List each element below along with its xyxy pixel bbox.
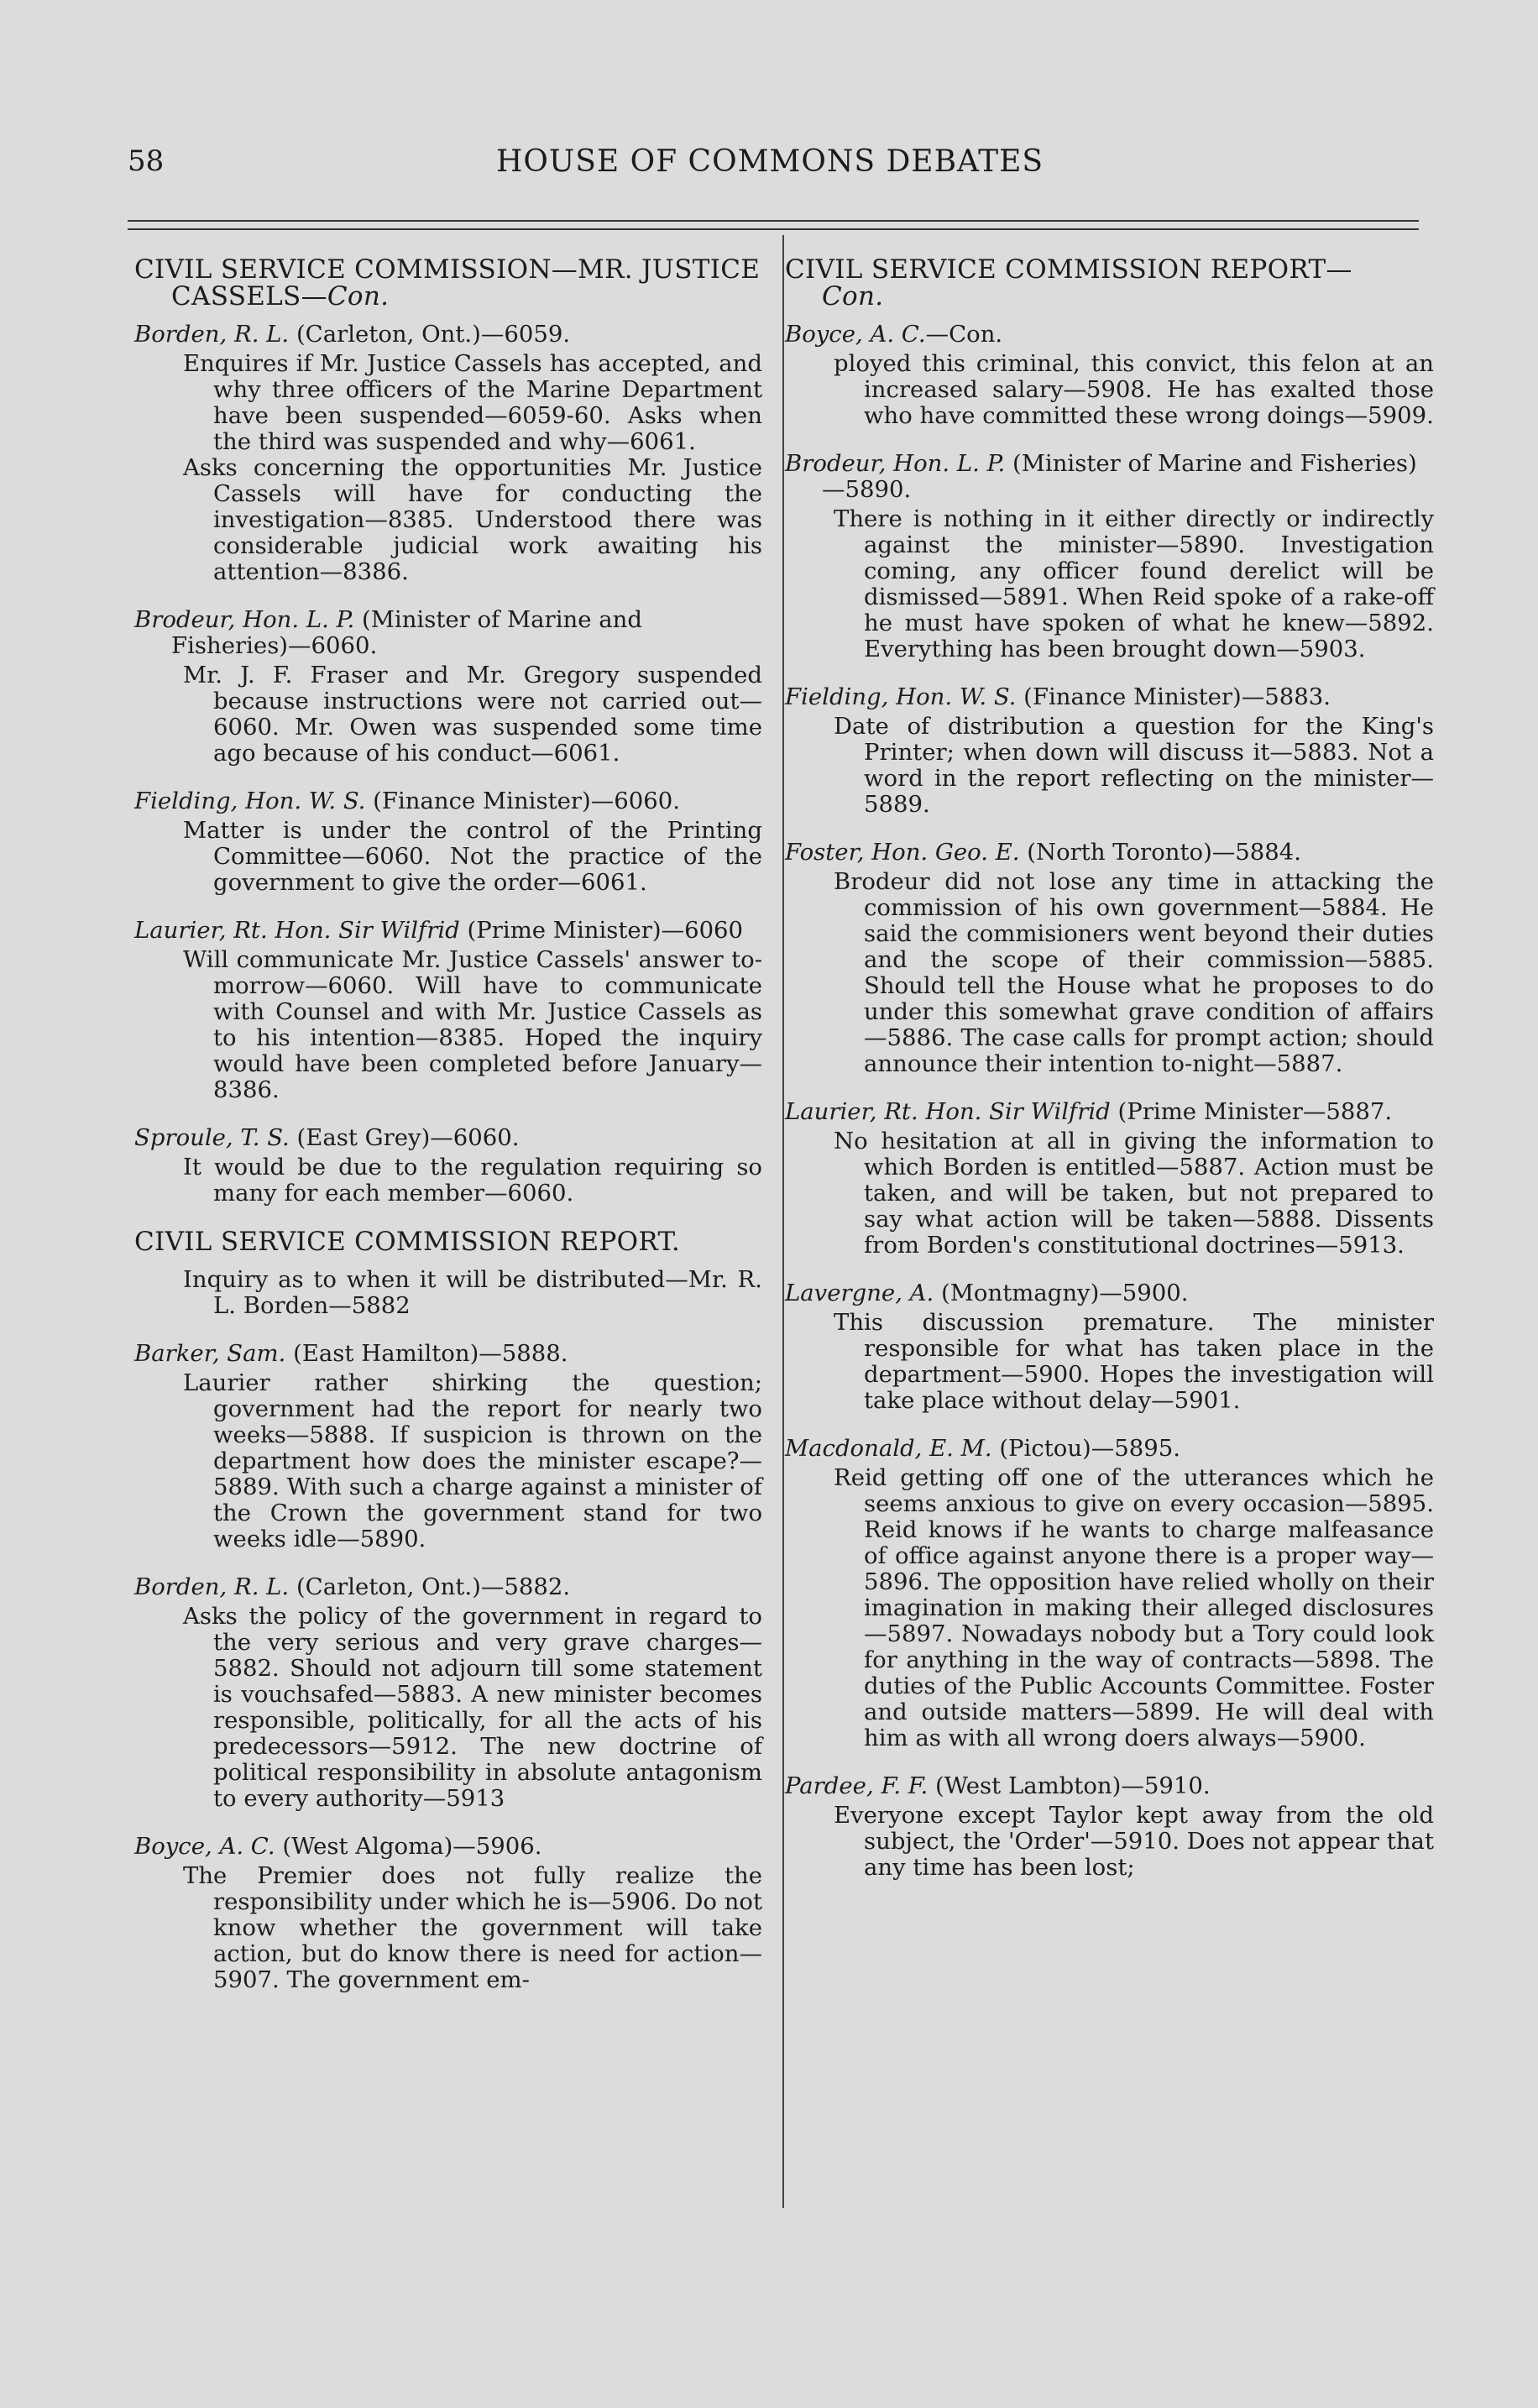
- index-entry: [134, 1341, 762, 1552]
- speaker-detail: (Prime Minister)—6060: [467, 917, 744, 944]
- left-column: [134, 256, 762, 2015]
- speaker-name: Brodeur, Hon. L. P.: [134, 606, 355, 633]
- index-entry: [785, 451, 1434, 662]
- index-entry: [785, 1099, 1434, 1259]
- speaker-name: Fielding, Hon. W. S.: [785, 683, 1017, 710]
- speaker-detail: (West Lambton)—5910.: [935, 1772, 1211, 1799]
- column-divider: [782, 235, 784, 2208]
- speaker-detail: (East Grey)—6060.: [296, 1124, 520, 1151]
- right-column: [785, 256, 1434, 1903]
- section-continued: Con.: [822, 281, 884, 311]
- index-entry: [134, 607, 762, 767]
- entry-text: Laurier rather shirking the question; government had the report for nearly two weeks—5888. If suspicion is thrown on the department how does the minister escape?—5889. With such a charge against a minister of the Crown the government stand for two weeks idle—5890.: [183, 1369, 762, 1552]
- index-entry: [785, 840, 1434, 1077]
- speaker-detail: (East Hamilton)—5888.: [293, 1340, 568, 1367]
- speaker-name: Macdonald, E. M.: [785, 1435, 992, 1462]
- entry-text: Asks the policy of the government in regard to the very serious and very grave charges—5882. Should not adjourn till some statement is vouchsafed—5883. A new minister becomes responsible, politically, for all the acts of his predecessors—5912. The new doctrine of political responsibility in absolute antagonism to every authority—5913: [183, 1603, 762, 1812]
- index-entry: [785, 322, 1434, 429]
- header-rule: [128, 220, 1419, 222]
- speaker-name: Sproule, T. S.: [134, 1124, 290, 1151]
- entry-text: No hesitation at all in giving the information to which Borden is entitled—5887. Action must be taken, and will be taken, but not prepared to say what action will be taken—5888. Dissents from Borden's constitutional doctrines—5913.: [834, 1128, 1434, 1259]
- index-entry: [785, 1436, 1434, 1751]
- entry-text: Matter is under the control of the Printing Committee—6060. Not the practice of the government to give the order—6061.: [183, 817, 762, 896]
- section-heading: [134, 256, 762, 310]
- entry-text: Will communicate Mr. Justice Cassels' answer to-morrow—6060. Will have to communicate with Counsel and with Mr. Justice Cassels as to his intention—8385. Hoped the inquiry would have been completed before January—8386.: [183, 946, 762, 1103]
- speaker-detail: (Carleton, Ont.)—5882.: [296, 1573, 571, 1600]
- index-entry: [785, 684, 1434, 818]
- speaker-detail: (North Toronto)—5884.: [1027, 839, 1302, 866]
- section-heading: [134, 1228, 762, 1255]
- entry-text: Brodeur did not lose any time in attacking the commission of his own government—5884. He said the commisioners went beyond their duties and the scope of their commission—5885. Should tell the House what he proposes to do under this somewhat grave condition of affairs—5886. The case calls for prompt action; should announce their intention to-night—5887.: [834, 868, 1434, 1077]
- section-heading: [785, 256, 1434, 310]
- page-number: 58: [128, 144, 165, 178]
- section-title: CIVIL SERVICE COMMISSION REPORT.: [134, 1227, 681, 1257]
- speaker-detail: —Con.: [925, 321, 1003, 348]
- speaker-name: Brodeur, Hon. L. P.: [785, 450, 1006, 477]
- running-title: HOUSE OF COMMONS DEBATES: [495, 144, 1044, 179]
- speaker-name: Fielding, Hon. W. S.: [134, 788, 366, 814]
- header-rule-secondary: [128, 228, 1419, 230]
- index-entry: [134, 788, 762, 896]
- speaker-detail: (Finance Minister)—5883.: [1023, 683, 1331, 710]
- entry-text: Enquires if Mr. Justice Cassels has accepted, and why three officers of the Marine Department have been suspended—6059-60. Asks when the third was suspended and why—6061.: [183, 350, 762, 455]
- speaker-name: Boyce, A. C.: [785, 321, 926, 348]
- speaker-detail: (Pictou)—5895.: [999, 1435, 1181, 1462]
- entry-text: ployed this criminal, this convict, this felon at an increased salary—5908. He has exalted those who have committed these wrong doings—5909.: [834, 350, 1434, 429]
- section-title: CIVIL SERVICE COMMISSION REPORT—: [785, 254, 1352, 285]
- speaker-name: Boyce, A. C.: [134, 1833, 275, 1860]
- speaker-detail: (Carleton, Ont.)—6059.: [296, 321, 571, 348]
- entry-text: Everyone except Taylor kept away from the old subject, the 'Order'—5910. Does not appear that any time has been lost;: [834, 1802, 1434, 1881]
- index-entry: [134, 1574, 762, 1812]
- section-continued: Con.: [327, 281, 390, 311]
- entry-text: Mr. J. F. Fraser and Mr. Gregory suspended because instructions were not carried out—6060. Mr. Owen was suspended some time ago because of his conduct—6061.: [183, 662, 762, 767]
- speaker-detail: (Finance Minister)—6060.: [373, 788, 681, 814]
- speaker-name: Lavergne, A.: [785, 1280, 934, 1306]
- index-entry: [134, 1125, 762, 1207]
- speaker-detail: (Montmagny)—5900.: [941, 1280, 1189, 1306]
- page-header: [128, 144, 1412, 195]
- speaker-name: Pardee, F. F.: [785, 1772, 929, 1799]
- entry-text: Asks concerning the opportunities Mr. Justice Cassels will have for conducting the investigation—8385. Understood there was considerable judicial work awaiting his attention—8386.: [183, 454, 762, 585]
- section-title: CIVIL SERVICE COMMISSION—MR. JUSTICE CASSELS—: [134, 254, 761, 311]
- entry-text: Inquiry as to when it will be distributed—Mr. R. L. Borden—5882: [183, 1266, 762, 1319]
- section-intro: [134, 1267, 762, 1319]
- speaker-name: Borden, R. L.: [134, 321, 290, 348]
- entry-text: It would be due to the regulation requiring so many for each member—6060.: [183, 1154, 762, 1207]
- index-entry: [134, 918, 762, 1103]
- index-entry: [785, 1280, 1434, 1414]
- speaker-name: Borden, R. L.: [134, 1573, 290, 1600]
- speaker-name: Barker, Sam.: [134, 1340, 286, 1367]
- entry-text: The Premier does not fully realize the responsibility under which he is—5906. Do not know whether the government will take action, but do know there is need for action—5907. The government em-: [183, 1862, 762, 1993]
- speaker-detail: (West Algoma)—5906.: [282, 1833, 542, 1860]
- speaker-name: Laurier, Rt. Hon. Sir Wilfrid: [785, 1098, 1111, 1125]
- entry-text: Date of distribution a question for the King's Printer; when down will discuss it—5883. Not a word in the report reflecting on the minister—5889.: [834, 713, 1434, 818]
- speaker-detail: (Prime Minister—5887.: [1117, 1098, 1393, 1125]
- speaker-detail: (Minister of Marine and Fisheries)—6060.: [171, 606, 642, 659]
- index-entry: [134, 1834, 762, 1993]
- speaker-name: Laurier, Rt. Hon. Sir Wilfrid: [134, 917, 460, 944]
- speaker-name: Foster, Hon. Geo. E.: [785, 839, 1020, 866]
- entry-text: There is nothing in it either directly or indirectly against the minister—5890. Investigation coming, any officer found derelict will be dismissed—5891. When Reid spoke of a rake-off he must have spoken of what he knew—5892. Everything has been brought down—5903.: [834, 505, 1434, 662]
- index-entry: [785, 1773, 1434, 1881]
- index-entry: [134, 322, 762, 585]
- speaker-detail: (Minister of Marine and Fisheries)—5890.: [822, 450, 1417, 503]
- entry-text: This discussion premature. The minister responsible for what has taken place in the department—5900. Hopes the investigation will take place without delay—5901.: [834, 1309, 1434, 1414]
- entry-text: Reid getting off one of the utterances which he seems anxious to give on every occasion—5895. Reid knows if he wants to charge malfeasance of office against anyone there is a proper way—5896. The opposition have relied wholly on their imagination in making their alleged disclosures—5897. Nowadays nobody but a Tory could look for anything in the way of contracts—5898. The duties of the Public Accounts Committee. Foster and outside matters—5899. He will deal with him as with all wrong doers always—5900.: [834, 1464, 1434, 1751]
